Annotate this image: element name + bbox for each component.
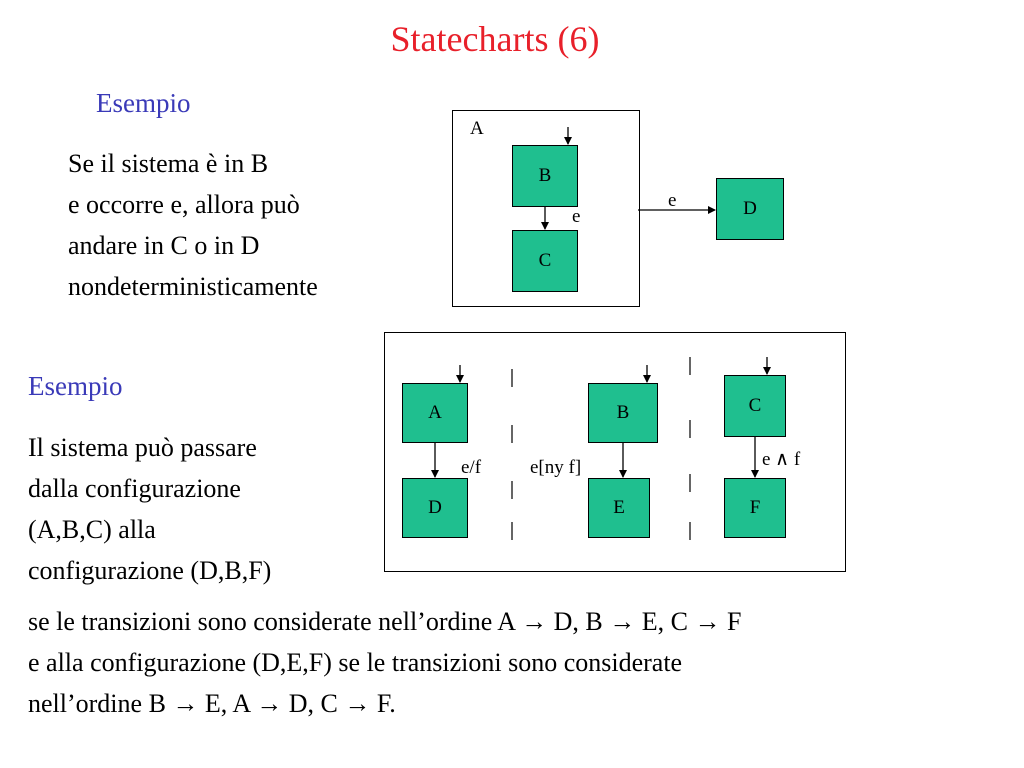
state-b: B — [512, 145, 578, 207]
conclusion-line: se le transizioni sono considerate nell’ordine A → D, B → E, C → F — [28, 607, 742, 636]
state-d: D — [402, 478, 468, 538]
example2-text — [28, 427, 271, 591]
state-c: C — [512, 230, 578, 292]
example2-line: configurazione (D,B,F) — [28, 556, 272, 585]
state-b: B — [588, 383, 658, 443]
state-e: E — [588, 478, 650, 538]
example2-heading: Esempio — [28, 371, 123, 401]
example1-line: e occorre e, allora può — [68, 190, 300, 219]
example2-line: Il sistema può passare — [28, 433, 257, 462]
superstate-a-label: A — [470, 118, 484, 139]
conclusion-line: nell’ordine B → E, A → D, C → F. — [28, 689, 396, 718]
example1-line: Se il sistema è in B — [68, 149, 269, 178]
transition-b-e-label: e[ny f] — [530, 457, 582, 478]
transition-a-d-label: e — [668, 190, 677, 211]
transition-c-f-label: e ∧ f — [762, 449, 801, 470]
transition-b-c-label: e — [572, 206, 581, 227]
state-c: C — [724, 375, 786, 437]
example1-line: andare in C o in D — [68, 231, 260, 260]
slide-title: Statecharts (6) — [390, 19, 600, 59]
example2-line: dalla configurazione — [28, 474, 241, 503]
state-d: D — [716, 178, 784, 240]
transition-a-d-label: e/f — [461, 457, 482, 478]
conclusion-line: e alla configurazione (D,E,F) se le transizioni sono considerate — [28, 648, 683, 677]
state-f: F — [724, 478, 786, 538]
example1-heading: Esempio — [96, 88, 191, 118]
example1-text — [68, 143, 318, 307]
example1-line: nondeterministicamente — [68, 272, 318, 301]
example2-line: (A,B,C) alla — [28, 515, 156, 544]
state-a: A — [402, 383, 468, 443]
